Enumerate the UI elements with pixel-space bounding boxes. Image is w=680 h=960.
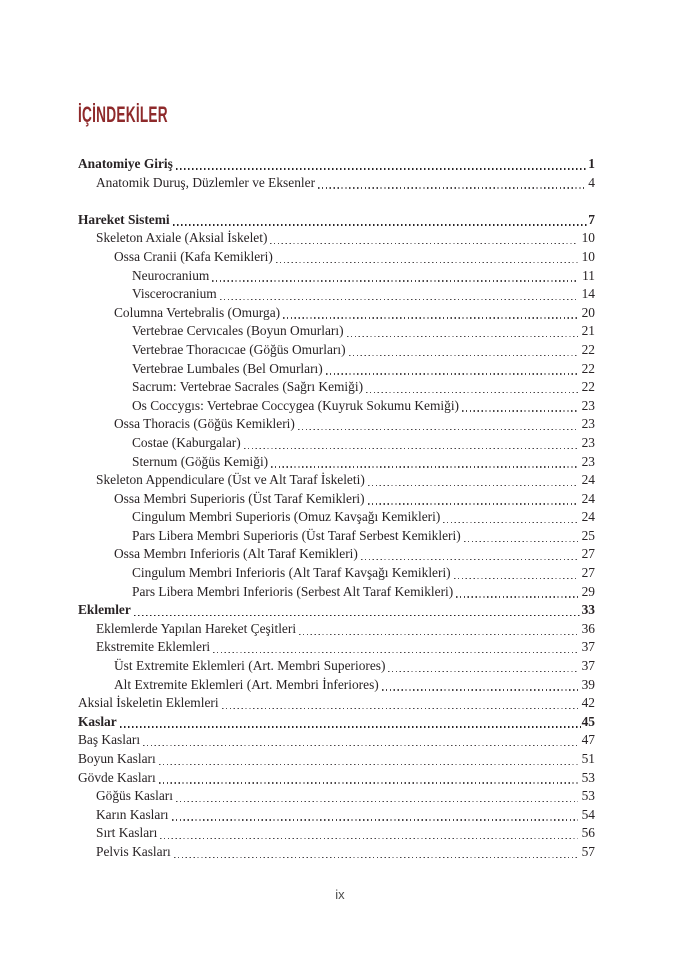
toc-entry[interactable] [78,601,595,620]
dot-leader [143,745,578,746]
page-title: İÇİNDEKİLER [78,102,168,127]
toc-entry-page: 23 [581,416,595,432]
toc-entry-label: Sacrum: Vertebrae Sacrales (Sağrı Kemiği) [132,379,364,395]
toc-entry[interactable] [78,564,595,583]
dot-leader [120,726,581,728]
toc-entry-label: Ossa Membri Superioris (Üst Taraf Kemikleri) [114,490,365,506]
toc-entry-label: Neurocranium [132,267,210,283]
toc-entry-page: 22 [581,379,595,395]
toc-entry-page: 10 [581,248,595,264]
toc-entry[interactable] [78,620,595,639]
toc-entry-label: Eklemlerde Yapılan Hareket Çeşitleri [96,620,297,636]
toc-entry[interactable] [78,415,595,434]
toc-entry-label: Vertebrae Thoracıcae (Göğüs Omurları) [132,341,346,357]
toc-entry-label: Pelvis Kasları [96,843,171,859]
dot-leader [270,243,577,244]
toc-entry[interactable] [78,694,595,713]
toc-entry-page: 24 [581,509,595,525]
toc-entry-label: Cingulum Membri Superioris (Omuz Kavşağı Kemikleri) [132,509,441,525]
toc-entry-page: 53 [581,788,595,804]
toc-entry-label: Costae (Kaburgalar) [132,434,241,450]
toc-entry[interactable] [78,397,595,416]
dot-leader [244,448,578,449]
dot-leader [283,317,578,318]
toc-entry-page: 10 [581,230,595,246]
toc-entry-page: 22 [581,341,595,357]
toc-entry-label: Kaslar [78,713,117,729]
toc-entry-page: 42 [581,695,595,711]
dot-leader [368,503,578,504]
dot-leader [299,634,578,635]
toc-entry-page: 14 [581,286,595,302]
toc-entry[interactable] [78,304,595,323]
toc-entry-label: Anatomik Duruş, Düzlemler ve Eksenler [96,174,316,190]
toc-entry-label: Anatomiye Giriş [78,156,173,171]
toc-entry-label: Ossa Membrı Inferioris (Alt Taraf Kemikleri) [114,546,358,562]
toc-entry-label: Alt Extremite Eklemleri (Art. Membri İnferiores) [114,676,379,692]
toc-entry[interactable] [78,657,595,676]
toc-entry[interactable] [78,174,595,193]
toc-entry-label: Gövde Kasları [78,769,156,785]
toc-entry-label: Karın Kasları [96,806,169,822]
toc-entry-page: 36 [581,620,595,636]
toc-entry-label: Pars Libera Membri Superioris (Üst Taraf Serbest Kemikleri) [132,527,461,543]
toc-entry[interactable] [78,248,595,267]
toc-entry[interactable] [78,806,595,825]
toc-entry-label: Ekstremite Eklemleri [96,639,211,655]
dot-leader [176,168,587,170]
toc-entry[interactable] [78,155,595,174]
toc-entry-page: 33 [581,602,595,618]
toc-entry[interactable] [78,508,595,527]
toc-entry-label: Skeleton Appendiculare (Üst ve Alt Taraf İskeleti) [96,472,365,488]
toc-entry-label: Üst Extremite Eklemleri (Art. Membri Superiores) [114,658,386,674]
toc-entry-page: 25 [581,527,595,543]
toc-entry-label: Columna Vertebralis (Omurga) [114,304,281,320]
toc-entry-page: 39 [581,676,595,692]
dot-leader [443,522,577,523]
toc-entry-page: 37 [581,639,595,655]
toc-list [78,155,595,862]
toc-entry-page: 7 [588,211,595,227]
toc-entry-label: Göğüs Kasları [96,788,173,804]
toc-entry-page: 29 [581,583,595,599]
toc-entry-label: Pars Libera Membri Inferioris (Serbest Alt Taraf Kemikleri) [132,583,454,599]
dot-leader [347,336,578,337]
toc-entry-page: 47 [581,732,595,748]
toc-entry-label: Eklemler [78,602,131,618]
toc-entry-page: 23 [581,397,595,413]
toc-entry[interactable] [78,545,595,564]
toc-entry[interactable] [78,267,595,286]
dot-leader [326,373,578,374]
toc-entry[interactable] [78,360,595,379]
toc-entry[interactable] [78,378,595,397]
toc-entry-label: Viscerocranium [132,286,217,302]
dot-leader [368,485,578,486]
toc-entry-label: Vertebrae Lumbales (Bel Omurları) [132,360,323,376]
toc-entry-page: 57 [581,843,595,859]
toc-entry[interactable] [78,769,595,788]
dot-leader [318,187,584,188]
toc-entry[interactable] [78,750,595,769]
toc-entry[interactable] [78,322,595,341]
toc-entry[interactable] [78,638,595,657]
toc-entry[interactable] [78,713,595,732]
toc-entry-page: 24 [581,490,595,506]
dot-leader [174,857,578,858]
toc-entry[interactable] [78,434,595,453]
toc-entry[interactable] [78,583,595,602]
dot-leader [159,764,578,765]
toc-entry-label: Cingulum Membri Inferioris (Alt Taraf Kavşağı Kemikleri) [132,565,451,581]
dot-leader [134,615,581,617]
dot-leader [462,410,578,411]
toc-entry[interactable] [78,843,595,862]
dot-leader [173,224,588,226]
toc-entry-label: Hareket Sistemi [78,211,170,227]
toc-entry-label: Aksial İskeletin Eklemleri [78,695,219,711]
toc-entry[interactable] [78,787,595,806]
toc-entry[interactable] [78,453,595,472]
toc-entry[interactable] [78,824,595,843]
toc-entry-page: 4 [588,174,595,190]
toc-entry-page: 23 [581,434,595,450]
toc-entry[interactable] [78,676,595,695]
toc-entry-label: Boyun Kasları [78,751,156,766]
dot-leader [349,355,578,356]
toc-entry-label: Baş Kasları [78,732,141,748]
toc-entry-label: Ossa Cranii (Kafa Kemikleri) [114,248,273,264]
dot-leader [464,541,578,542]
page-number-footer: ix [335,887,345,902]
dot-leader [276,262,578,263]
dot-leader [361,559,578,560]
toc-entry[interactable] [78,211,595,230]
toc-entry-page: 22 [581,360,595,376]
toc-entry-page: 11 [582,267,595,283]
toc-entry[interactable] [78,490,595,509]
toc-entry[interactable] [78,527,595,546]
toc-entry-label: Sırt Kasları [96,825,158,841]
toc-entry-page: 23 [581,453,595,469]
toc-entry-page: 21 [581,323,595,339]
dot-leader [172,819,578,820]
toc-entry[interactable] [78,471,595,490]
toc-entry-label: Ossa Thoracis (Göğüs Kemikleri) [114,416,295,432]
toc-entry-page: 51 [581,751,595,766]
toc-entry-label: Skeleton Axiale (Aksial İskelet) [96,230,268,246]
toc-entry-label: Sternum (Göğüs Kemiği) [132,453,269,469]
toc-entry-page: 37 [581,658,595,674]
dot-leader [160,838,577,839]
dot-leader [159,782,578,783]
toc-entry-page: 27 [581,546,595,562]
toc-entry-page: 24 [581,472,595,488]
toc-entry-page: 20 [581,304,595,320]
dot-leader [176,801,578,802]
dot-leader [271,466,577,467]
toc-entry-label: Vertebrae Cervıcales (Boyun Omurları) [132,323,344,339]
toc-entry-page: 1 [588,156,595,171]
toc-entry-page: 54 [581,806,595,822]
dot-leader [222,708,578,709]
toc-entry-page: 53 [581,769,595,785]
dot-leader [388,671,577,672]
toc-entry-page: 45 [581,713,595,729]
toc-entry-label: Os Coccygıs: Vertebrae Coccygea (Kuyruk Sokumu Kemiği) [132,397,460,413]
toc-entry[interactable] [78,229,595,248]
dot-leader [454,578,578,579]
toc-entry[interactable] [78,341,595,360]
toc-entry[interactable] [78,285,595,304]
dot-leader [298,429,578,430]
dot-leader [213,652,577,653]
toc-entry-page: 27 [581,565,595,581]
dot-leader [220,299,578,300]
dot-leader [456,596,577,597]
dot-leader [212,280,578,281]
toc-entry-page: 56 [581,825,595,841]
dot-leader [382,689,578,690]
dot-leader [366,392,578,393]
toc-entry[interactable] [78,731,595,750]
